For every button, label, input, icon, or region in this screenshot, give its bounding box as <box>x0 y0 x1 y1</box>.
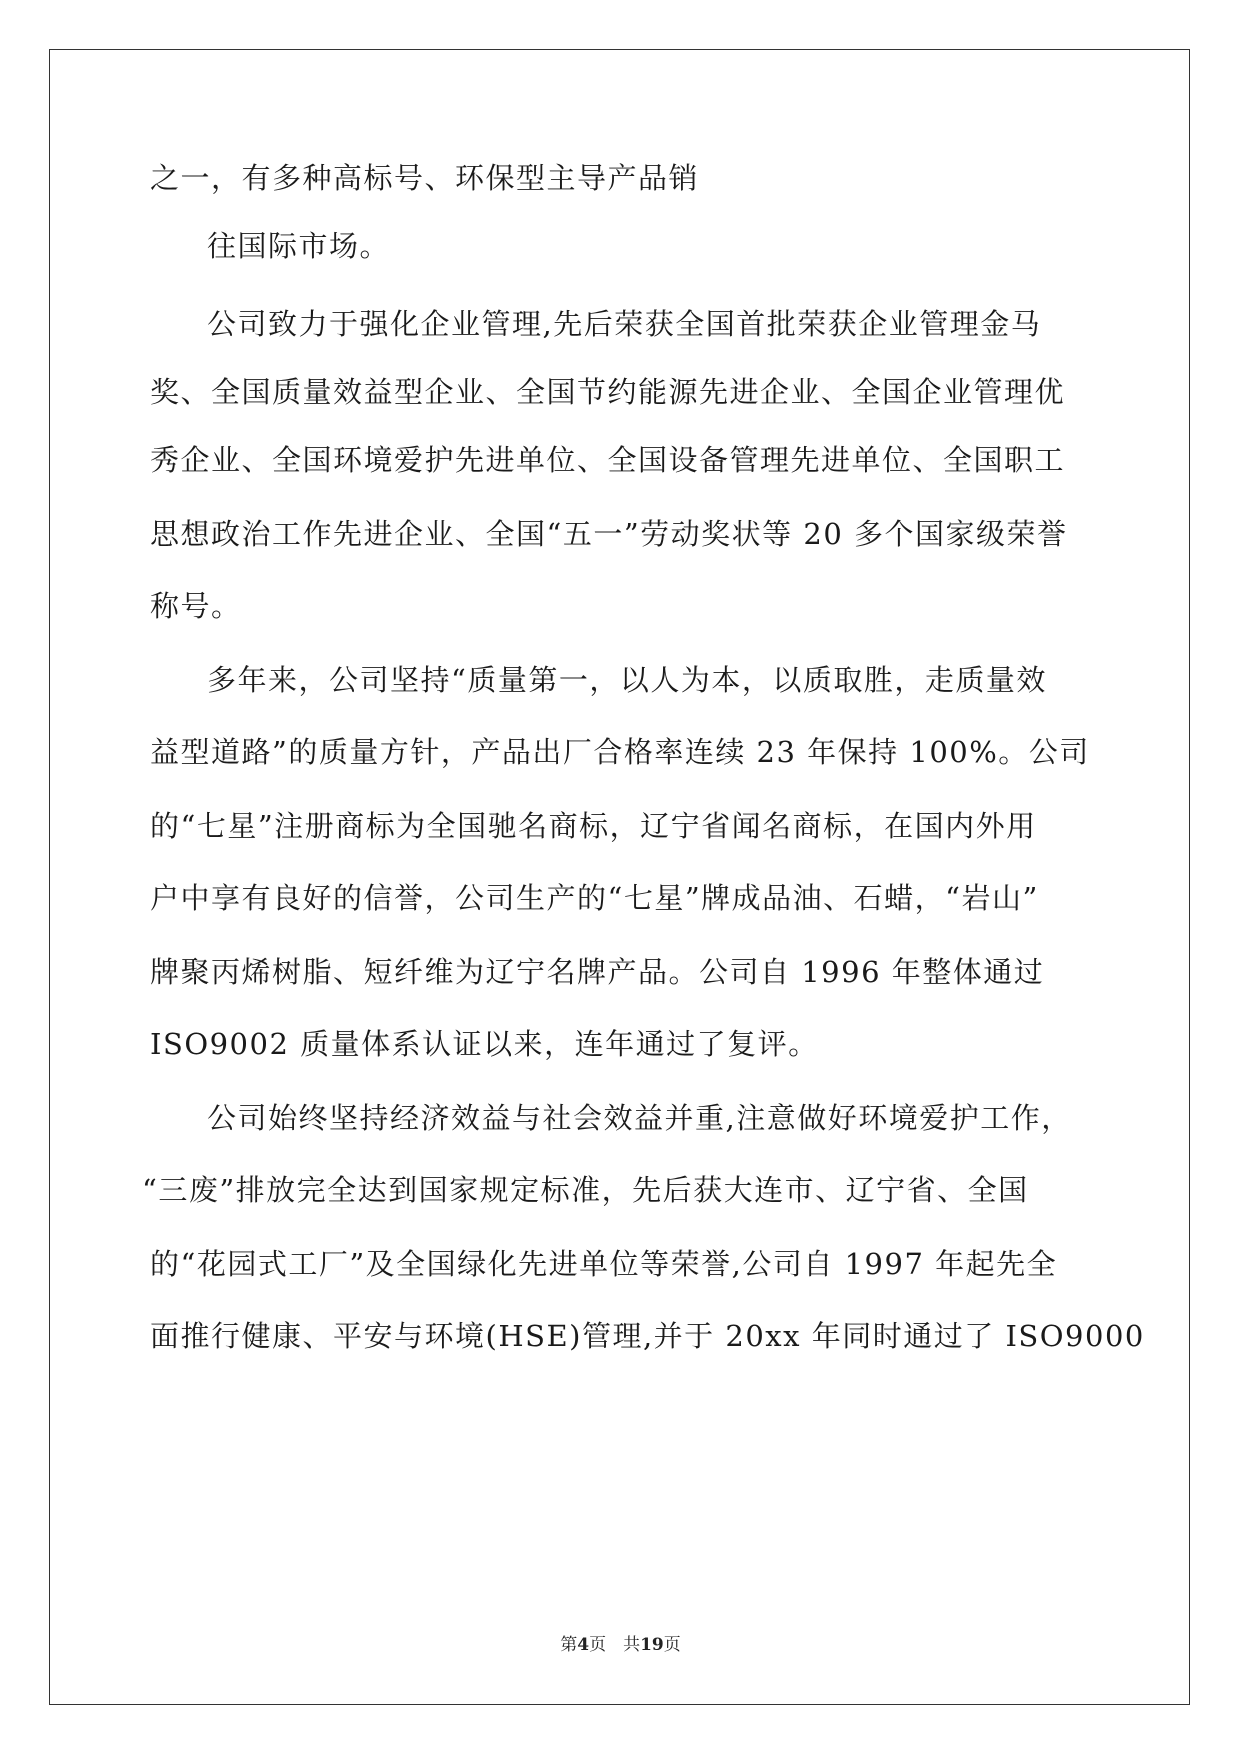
text-line: 思想政治工作先进企业、全国“五一”劳动奖状等 20 多个国家级荣誉 <box>150 517 1068 551</box>
page-total: 19 <box>640 1635 664 1655</box>
text-line: ISO9002 质量体系认证以来，连年通过了复评。 <box>150 1027 819 1061</box>
text-line: 公司致力于强化企业管理,先后荣获全国首批荣获企业管理金马 <box>207 307 1042 341</box>
page-suffix: 页 <box>663 1635 681 1655</box>
text-line: “三废”排放完全达到国家规定标准，先后获大连市、辽宁省、全国 <box>142 1173 1029 1207</box>
text-line: 牌聚丙烯树脂、短纤维为辽宁名牌产品。公司自 1996 年整体通过 <box>150 955 1045 989</box>
text-line: 公司始终坚持经济效益与社会效益并重,注意做好环境爱护工作， <box>207 1101 1072 1135</box>
page-prefix: 第 <box>560 1635 578 1655</box>
text-line: 称号。 <box>150 589 242 623</box>
text-line: 的“七星”注册商标为全国驰名商标，辽宁省闻名商标，在国内外用 <box>150 809 1037 843</box>
page-number-footer <box>0 1630 1241 1655</box>
text-line: 的“花园式工厂”及全国绿化先进单位等荣誉,公司自 1997 年起先全 <box>150 1247 1058 1281</box>
text-line: 户中享有良好的信誉，公司生产的“七星”牌成品油、石蜡，“岩山” <box>150 881 1039 915</box>
text-line: 秀企业、全国环境爱护先进单位、全国设备管理先进单位、全国职工 <box>150 443 1066 477</box>
text-line: 奖、全国质量效益型企业、全国节约能源先进企业、全国企业管理优 <box>150 375 1066 409</box>
text-line: 益型道路”的质量方针，产品出厂合格率连续 23 年保持 100%。公司 <box>150 735 1090 769</box>
text-line: 多年来，公司坚持“质量第一，以人为本，以质取胜，走质量效 <box>207 663 1047 697</box>
page-current: 4 <box>577 1635 590 1655</box>
text-line: 面推行健康、平安与环境(HSE)管理,并于 20xx 年同时通过了 ISO9000 <box>150 1319 1145 1353</box>
page-border <box>49 49 1190 1705</box>
page-middle: 页 共 <box>589 1635 641 1655</box>
text-line: 之一，有多种高标号、环保型主导产品销 <box>150 161 700 195</box>
text-line: 往国际市场。 <box>207 229 391 263</box>
